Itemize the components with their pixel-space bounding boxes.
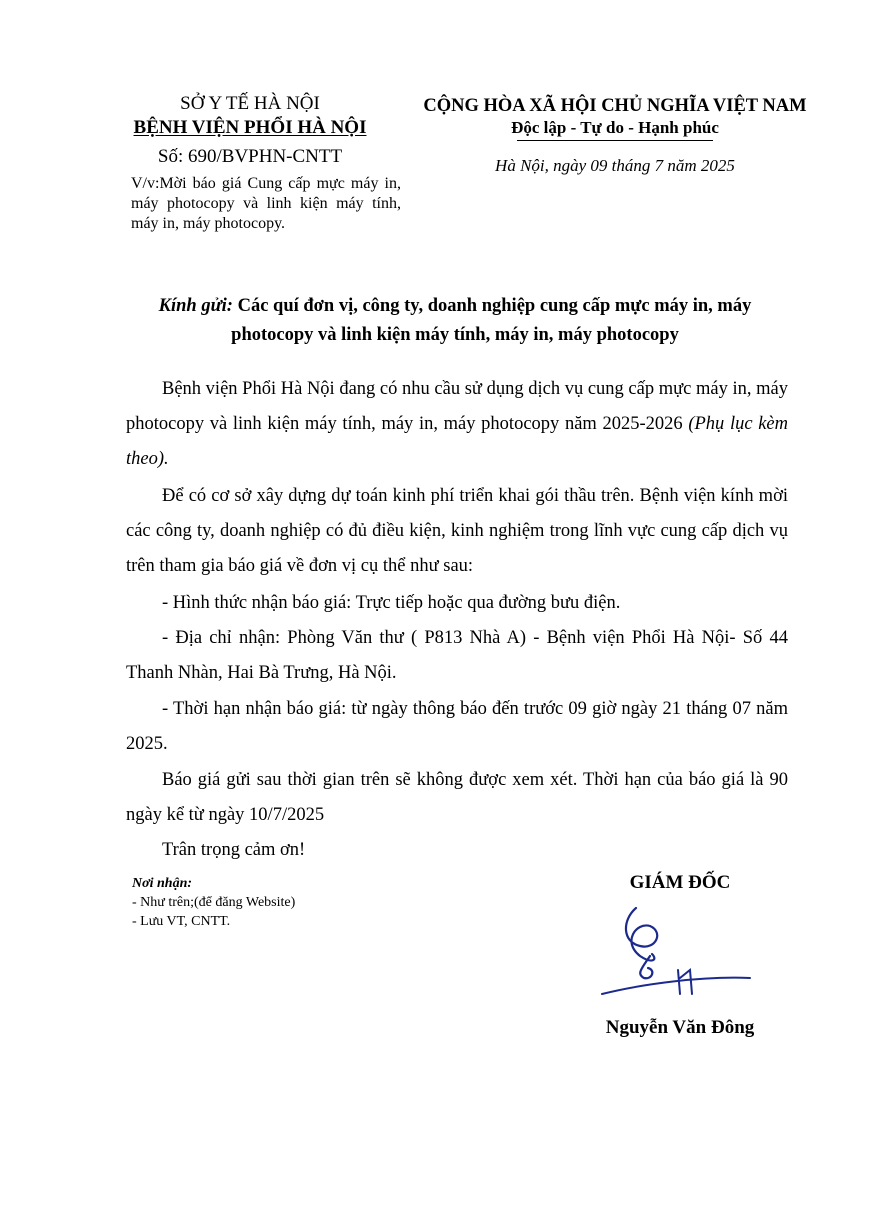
- motto-underline: [517, 140, 713, 141]
- body-paragraph-2: Để có cơ sở xây dựng dự toán kinh phí triển khai gói thầu trên. Bệnh viện kính mời các công ty, doanh nghiệp có đủ điều kiện, kinh nghiệm trong lĩnh vực cung cấp dịch vụ trên tham gia báo giá về đơn vị cụ thể như sau:: [126, 486, 788, 576]
- signer-title: GIÁM ĐỐC: [629, 872, 731, 893]
- national-header-block: [400, 94, 830, 177]
- recipients-item: - Như trên;(để đăng Website): [132, 895, 296, 910]
- recipient-label: Kính gửi:: [158, 296, 233, 316]
- parent-organization: SỞ Y TẾ HÀ NỘI: [180, 93, 320, 114]
- place-and-date: Hà Nội, ngày 09 tháng 7 năm 2025: [495, 156, 735, 175]
- national-title: CỘNG HÒA XÃ HỘI CHỦ NGHĨA VIỆT NAM: [423, 96, 807, 116]
- document-number: Số: 690/BVPHN-CNTT: [157, 146, 343, 167]
- recipient-text: Các quí đơn vị, công ty, doanh nghiệp cung cấp mực máy in, máy photocopy và linh kiện máy tính, máy in, máy photocopy: [231, 296, 752, 345]
- body-paragraph-thanks: Trân trọng cảm ơn!: [162, 840, 306, 860]
- body-paragraph-1: [126, 372, 788, 477]
- signer-name: Nguyễn Văn Đông: [605, 1017, 755, 1038]
- body-paragraph-deadline: - Thời hạn nhận báo giá: từ ngày thông báo đến trước 09 giờ ngày 21 tháng 07 năm 2025.: [126, 699, 788, 754]
- recipients-list: [132, 874, 432, 931]
- document-subject: V/v:Mời báo giá Cung cấp mực máy in, máy photocopy và linh kiện máy tính, máy in, máy photocopy.: [131, 175, 401, 232]
- recipients-title: Nơi nhận:: [132, 876, 193, 891]
- body-paragraph-validity: Báo giá gửi sau thời gian trên sẽ không được xem xét. Thời hạn của báo giá là 90 ngày kể từ ngày 10/7/2025: [126, 770, 788, 825]
- paragraph-1-text: Bệnh viện Phổi Hà Nội đang có nhu cầu sử dụng dịch vụ cung cấp mực máy in, máy photocopy và linh kiện máy tính, máy in, máy photocopy năm 2025-2026: [126, 379, 788, 434]
- recipient-line: [130, 292, 780, 350]
- handwritten-signature: [592, 898, 762, 1008]
- issuing-organization-block: [110, 92, 390, 170]
- body-paragraph-address: - Địa chỉ nhận: Phòng Văn thư ( P813 Nhà A) - Bệnh viện Phổi Hà Nội- Số 44 Thanh Nhàn, Hai Bà Trưng, Hà Nội.: [126, 628, 788, 683]
- appendix-note: (Phụ lục kèm theo).: [126, 414, 788, 469]
- recipients-item: - Lưu VT, CNTT.: [132, 914, 231, 929]
- national-motto: Độc lập - Tự do - Hạnh phúc: [511, 118, 719, 137]
- body-paragraph-method: - Hình thức nhận báo giá: Trực tiếp hoặc qua đường bưu điện.: [162, 593, 621, 613]
- organization-name: BỆNH VIỆN PHỔI HÀ NỘI: [133, 117, 367, 138]
